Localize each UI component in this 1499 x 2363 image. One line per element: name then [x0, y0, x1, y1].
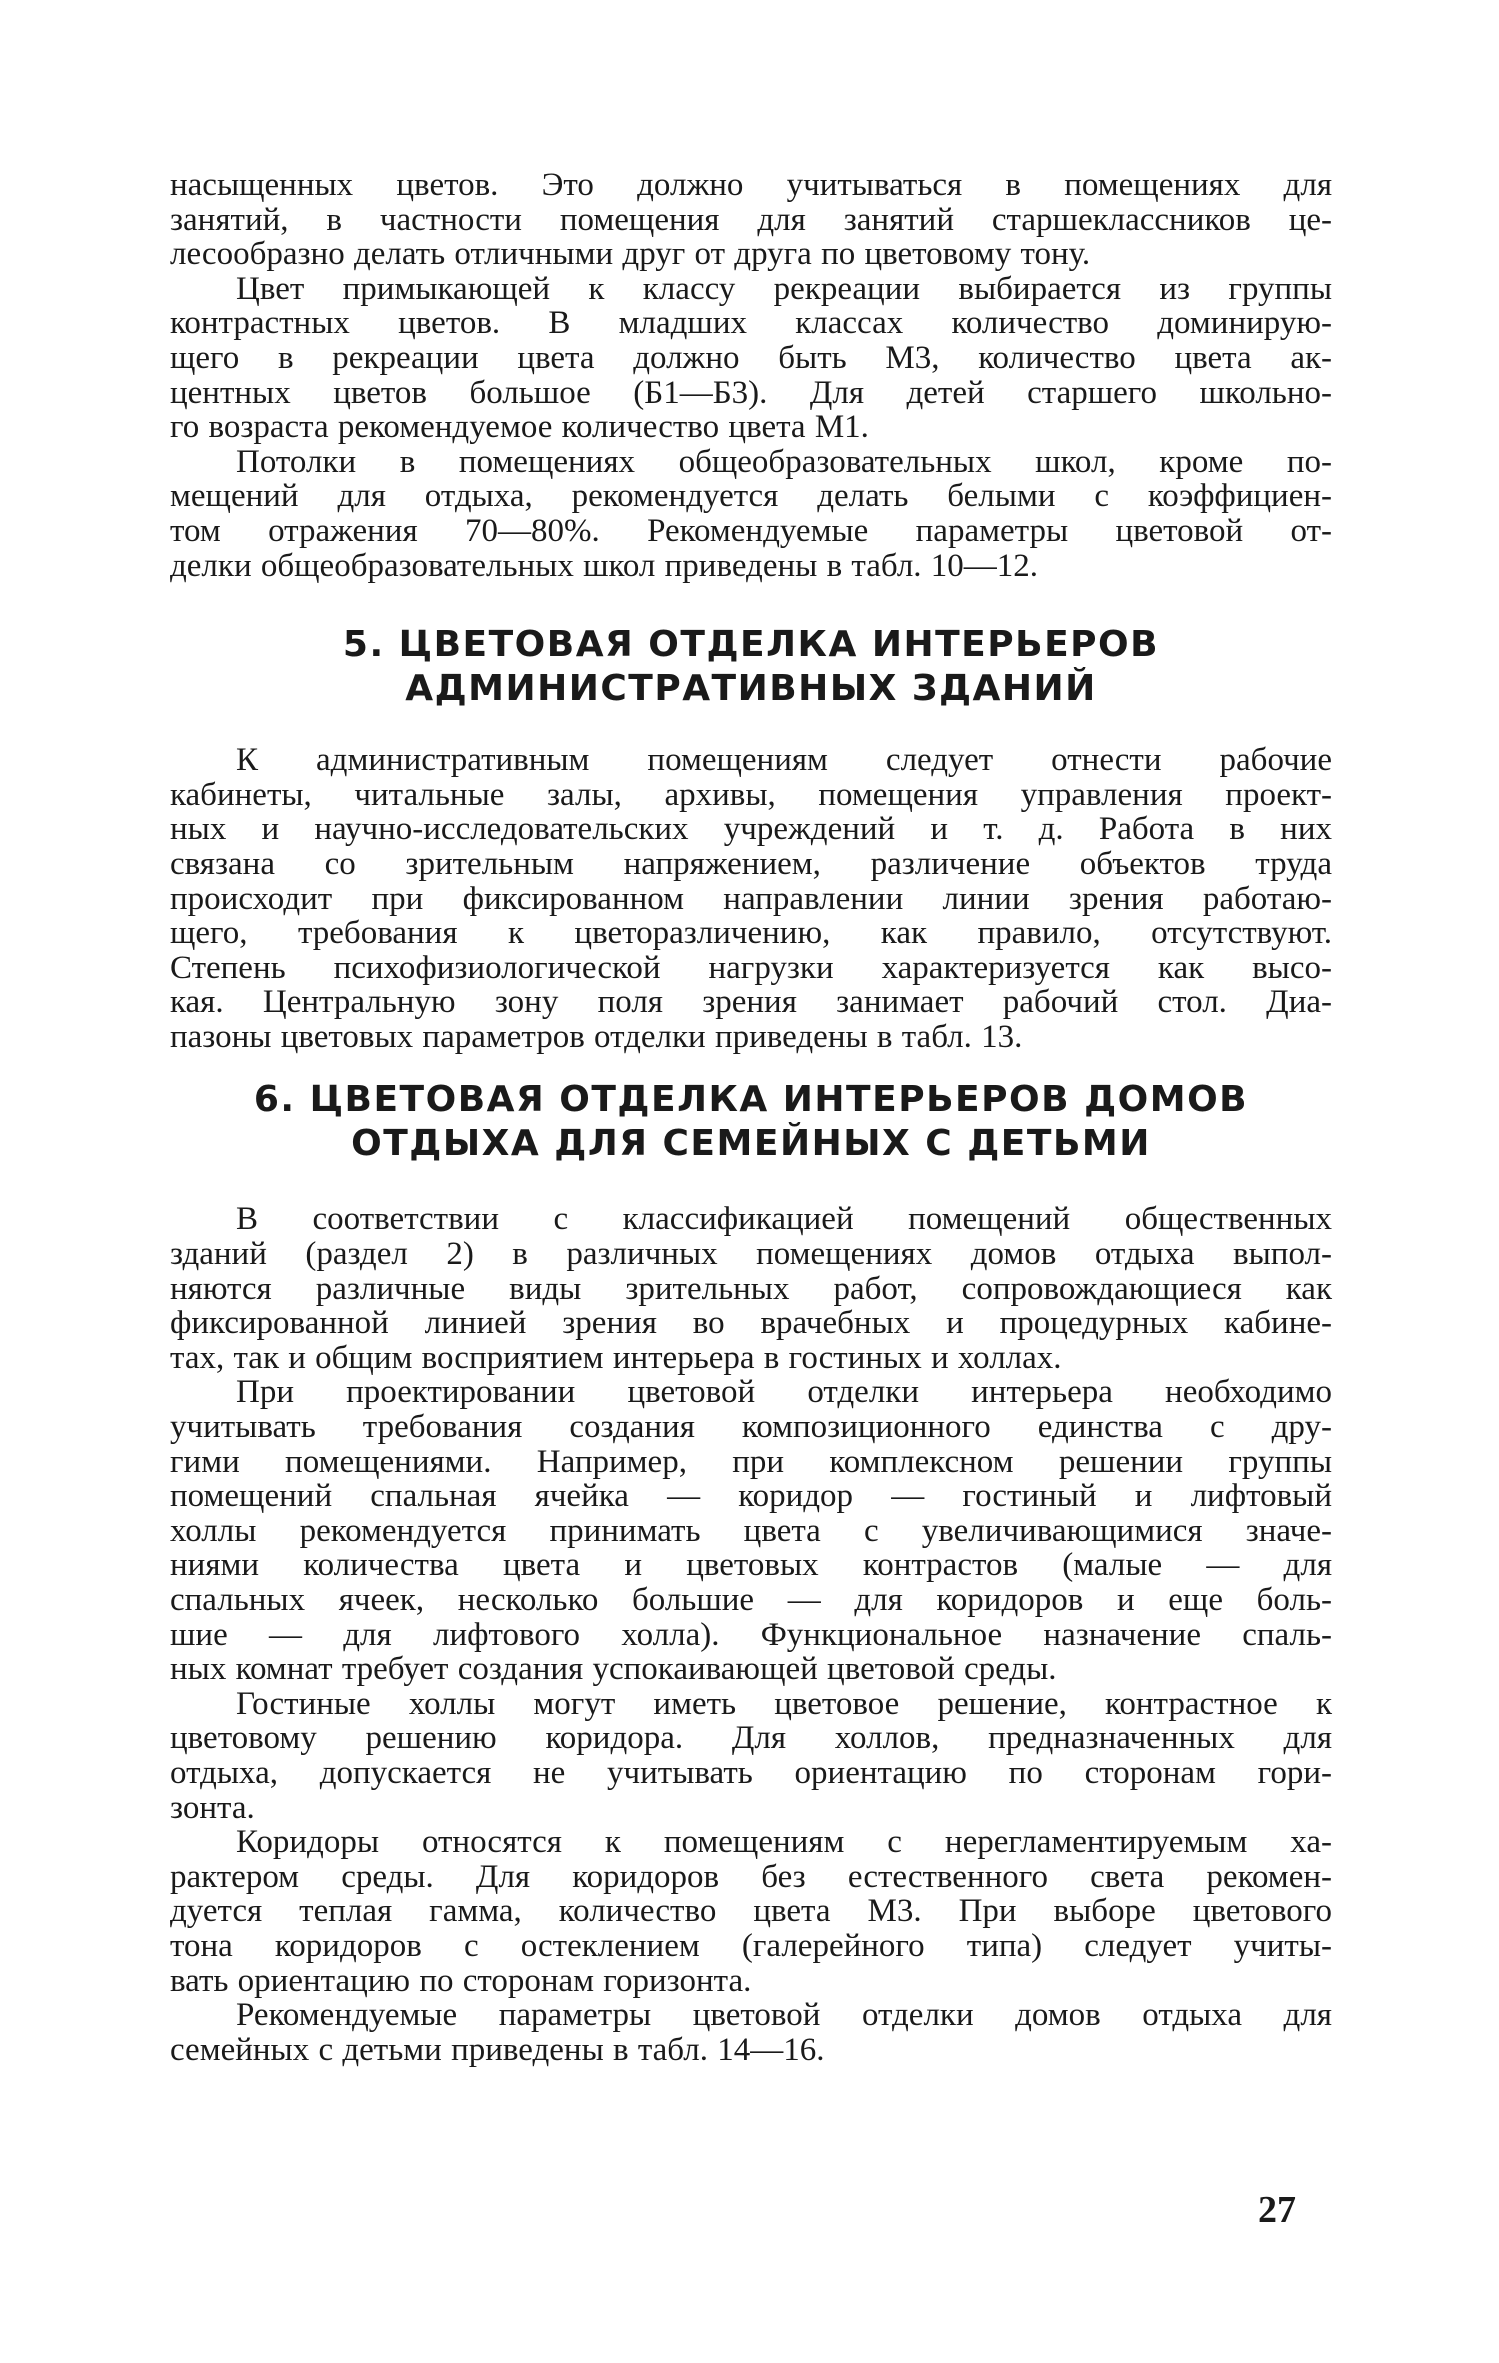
text-line: кабинеты, читальные залы, архивы, помещения управления проект- — [170, 776, 1332, 813]
page-number: 27 — [1258, 2189, 1296, 2231]
heading-line: 5. ЦВЕТОВАЯ ОТДЕЛКА ИНТЕРЬЕРОВ — [342, 624, 1160, 666]
text-line: шие — для лифтового холла). Функциональное назначение спаль- — [170, 1616, 1332, 1653]
text-line: Степень психофизиологической нагрузки характеризуется как высо- — [170, 949, 1332, 986]
text-line: При проектировании цветовой отделки интерьера необходимо — [236, 1374, 1332, 1411]
text-line: дуется теплая гамма, количество цвета М3. При выборе цветового — [170, 1893, 1332, 1930]
text-line: ных и научно-исследовательских учреждений и т. д. Работа в них — [170, 811, 1332, 848]
text-line: отдыха, допускается не учитывать ориентацию по сторонам гори- — [170, 1754, 1332, 1791]
text-line: насыщенных цветов. Это должно учитываться в помещениях для — [170, 167, 1332, 203]
text-line: вать ориентацию по сторонам горизонта. — [170, 1962, 752, 1999]
text-line: том отражения 70—80%. Рекомендуемые параметры цветовой от- — [170, 512, 1332, 549]
text-line: связана со зрительным напряжением, различение объектов труда — [170, 845, 1332, 882]
text-line: К административным помещениям следует отнести рабочие — [236, 742, 1332, 779]
text-line: гими помещениями. Например, при комплексном решении группы — [170, 1443, 1332, 1480]
text-line: Коридоры относятся к помещениям с нерегламентируемым ха- — [236, 1824, 1332, 1861]
heading-line: АДМИНИСТРАТИВНЫХ ЗДАНИЙ — [405, 668, 1097, 710]
section-6-paragraph-4 — [170, 1825, 1332, 1998]
text-line: фиксированной линией зрения во врачебных и процедурных кабине- — [170, 1305, 1332, 1342]
text-line: щего, требования к цветоразличению, как правило, отсутствуют. — [170, 915, 1332, 952]
intro-paragraph-2 — [170, 272, 1332, 445]
section-6-paragraph-5 — [170, 1998, 1332, 2067]
intro-paragraph-1 — [170, 168, 1332, 272]
text-line: холлы рекомендуется принимать цвета с увеличивающимися значе- — [170, 1512, 1332, 1549]
text-line: центных цветов большое (Б1—Б3). Для детей старшего школьно- — [170, 374, 1332, 411]
text-line: зданий (раздел 2) в различных помещениях домов отдыха выпол- — [170, 1236, 1332, 1273]
heading-line: 6. ЦВЕТОВАЯ ОТДЕЛКА ИНТЕРЬЕРОВ ДОМОВ — [253, 1079, 1249, 1121]
text-line: происходит при фиксированном направлении линии зрения работаю- — [170, 880, 1332, 917]
section-5-paragraph — [170, 743, 1332, 1054]
text-line: делки общеобразовательных школ приведены в табл. 10—12. — [170, 547, 1039, 584]
intro-paragraph-3 — [170, 445, 1332, 583]
text-line: няются различные виды зрительных работ, сопровождающиеся как — [170, 1270, 1332, 1307]
text-line: мещений для отдыха, рекомендуется делать белыми с коэффициен- — [170, 478, 1332, 515]
text-line: щего в рекреации цвета должно быть М3, количество цвета ак- — [170, 339, 1332, 376]
text-line: лесообразно делать отличными друг от друга по цветовому тону. — [170, 236, 1091, 273]
text-line: семейных с детьми приведены в табл. 14—16. — [170, 2031, 825, 2068]
text-line: го возраста рекомендуемое количество цвета М1. — [170, 409, 869, 446]
text-line: кая. Центральную зону поля зрения занимает рабочий стол. Диа- — [170, 984, 1332, 1021]
section-6-paragraph-1 — [170, 1202, 1332, 1375]
text-line: Потолки в помещениях общеобразовательных школ, кроме по- — [236, 443, 1332, 480]
text-line: зонта. — [170, 1789, 255, 1826]
text-line: рактером среды. Для коридоров без естественного света рекомен- — [170, 1858, 1332, 1895]
text-line: В соответствии с классификацией помещений общественных — [236, 1201, 1332, 1238]
section-6-paragraph-2 — [170, 1375, 1332, 1686]
text-line: занятий, в частности помещения для занятий старшеклассников це- — [170, 201, 1332, 238]
text-line: тах, так и общим восприятием интерьера в гостиных и холлах. — [170, 1339, 1062, 1376]
text-line: Цвет примыкающей к классу рекреации выбирается из группы — [236, 270, 1332, 307]
text-line: Гостиные холлы могут иметь цветовое решение, контрастное к — [236, 1685, 1332, 1722]
text-line: контрастных цветов. В младших классах количество доминирую- — [170, 305, 1332, 342]
section-6-paragraph-3 — [170, 1687, 1332, 1825]
text-line: тона коридоров с остеклением (галерейного типа) следует учиты- — [170, 1927, 1332, 1964]
heading-line: ОТДЫХА ДЛЯ СЕМЕЙНЫХ С ДЕТЬМИ — [351, 1123, 1151, 1165]
text-line: ниями количества цвета и цветовых контрастов (малые — для — [170, 1547, 1332, 1584]
text-line: цветовому решению коридора. Для холлов, предназначенных для — [170, 1720, 1332, 1757]
text-line: ных комнат требует создания успокаивающей цветовой среды. — [170, 1651, 1057, 1688]
text-column — [170, 168, 1332, 2067]
text-line: Рекомендуемые параметры цветовой отделки домов отдыха для — [236, 1997, 1332, 2034]
text-line: учитывать требования создания композиционного единства с дру- — [170, 1409, 1332, 1446]
text-line: помещений спальная ячейка — коридор — гостиный и лифтовый — [170, 1478, 1332, 1515]
text-line: спальных ячеек, несколько большие — для коридоров и еще боль- — [170, 1582, 1332, 1618]
section-6-heading — [170, 1078, 1332, 1166]
text-line: пазоны цветовых параметров отделки приведены в табл. 13. — [170, 1018, 1023, 1055]
section-5-heading — [170, 623, 1332, 711]
